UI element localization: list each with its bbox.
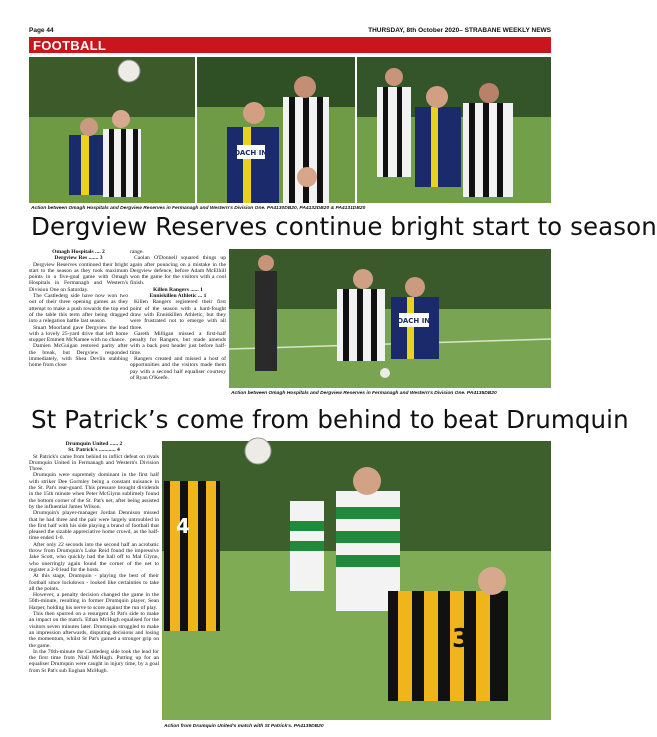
score-line: Omagh Hospitals .... 2 — [52, 249, 105, 255]
paragraph: Damien McGuigan restored parity after the break, but Dergview responded immediately, with Shea Devlin stabbing home from close — [29, 343, 128, 369]
paragraph: Drumquin's player-manager Jordan Dennison missed that he had three and the pair were largely untroubled in the first half with his side playing a brand of football that pleased the sizable appreciative home crowd, as the half-time ended 1-0. — [29, 510, 159, 542]
headline-dergview: Dergview Reserves continue bright start to season — [31, 212, 657, 241]
score-line: Drumquin United ...... 2 — [65, 441, 123, 447]
paragraph: range. — [130, 249, 144, 255]
kit-sponsor-text: COACH INN — [391, 317, 437, 325]
score-line: St. Patrick's ............ 4 — [68, 447, 120, 454]
story1-column-1 — [29, 249, 128, 369]
story2-column — [29, 441, 159, 674]
dateline: THURSDAY, 8th October 2020– STRABANE WEEKLY NEWS — [368, 27, 551, 34]
paragraph: At this stage, Drumquin - playing the best of their football since lockdown - looked like certainties to take all the points. — [29, 573, 159, 592]
section-banner — [29, 37, 551, 53]
paragraph: Stuart Moorland gave Dergview the lead with a lovely 25-yard drive that left home stopper Emmett McNamee with no chance. — [29, 324, 128, 344]
photo-action-5 — [162, 441, 551, 720]
photo-action-1 — [29, 57, 195, 203]
paragraph: In the 76th-minute the Castlederg side took the lead for the first time from Niall McHugh. Putting up for an equaliser Drumquin were caught in injury time, by a goal from St Pat's sub Eoghan McHugh. — [29, 648, 159, 674]
paragraph: Drumquin were supremely dominant in the first half with striker Dee Gormley being a constant nuisance in the St. Pat's rear-guard. This pressure brought dividends in the 15th minute when Peter McGlynn sublimely found the bottom corner of the St. Pat's net, after being assisted by the influential James Wilson. — [29, 472, 159, 510]
score-line: Dergview Res ....... 3 — [54, 255, 103, 262]
paragraph: St Patrick's came from behind to inflict defeat on rivals Drumquin United in Fermanagh and Western's Division Three. — [29, 453, 159, 473]
shirt-number: 3 — [452, 624, 471, 654]
top-photo-caption: Action between Omagh Hospitals and Dergview Reserves in Fermanagh and Western's Division One. PA4130DB20, PA4132DB20 & PA4131DB20 — [31, 206, 366, 211]
headline-st-patricks: St Patrick’s come from behind to beat Drumquin — [31, 405, 629, 434]
paragraph: After only 22 seconds into the second half an acrobatic throw from Drumquin's Luke Reid found the impressive Jake Scott, who quickly had the ball off to Mal Glynn, who unerringly again found the corner of the net to register a 2-0 lead for the hosts. — [29, 541, 159, 573]
paragraph: This then spurred on a resurgent St Pat's side to make an impact on the match. Ethan McHugh equalised for the visitors seven minutes later. Drumquin struggled to make an impression afterwards, disputing decisions and losing the momentum, whilst St Pat's gained a stronger grip on the game. — [29, 611, 159, 649]
paragraph: Caolan O'Donnell squared things up again after pouncing on a mistake in the Dergview defence, before Adam McElhill won the game for the visitors with a cool finish. — [130, 255, 226, 287]
photo-action-4 — [229, 249, 551, 388]
paragraph: However, a penalty decision changed the game in the 56th-minute, resulting in former Drumquin player, Sean Harper, holding his nerve to score against the run of play. — [29, 592, 159, 611]
mid-photo-caption: Action between Omagh Hospitals and Dergview Reserves in Fermanagh and Western's Division One. PA4135DB20 — [231, 391, 497, 396]
story1-column-2 — [130, 249, 226, 381]
page-number: Page 44 — [29, 27, 54, 34]
photo-action-3 — [357, 57, 551, 203]
paragraph: Killen Rangers registered their first point of the season with a hard-fought draw with Enniskillen Athletic, but they were frustrated not to emerge with all three. — [130, 299, 226, 331]
kit-sponsor-text: COACH INN — [228, 149, 274, 157]
shirt-number: 4 — [176, 514, 190, 538]
photo-action-2 — [197, 57, 355, 203]
paragraph: Dergview Reserves continued their bright start to the season as they took maximum points in a five-goal game with Omagh Hospitals in Fermanagh and Western's Division One on Saturday. — [29, 261, 128, 293]
page-header — [29, 26, 551, 36]
section-title: FOOTBALL — [33, 38, 107, 53]
paragraph: The Castlederg side have now won two out of their three opening games as they attempt to make a push towards the top end of the table this term after being dragged into a relegation battle last season. — [29, 293, 128, 325]
paragraph: Gareth Milligan missed a first-half penalty for Rangers, but made amends with a back post header just before half-time. — [130, 330, 226, 356]
bottom-photo-caption: Action from Drumquin United's match with St Patrick's. PA4139DB20 — [164, 724, 324, 729]
score-line: Enniskillen Athletic ... 1 — [149, 293, 207, 300]
paragraph: Rangers created and missed a host of opportunities and the visitors made them pay with a second half equaliser courtesy of Ryan O'Keefe. — [130, 356, 226, 381]
score-line: Killen Rangers ...... 1 — [153, 286, 203, 293]
